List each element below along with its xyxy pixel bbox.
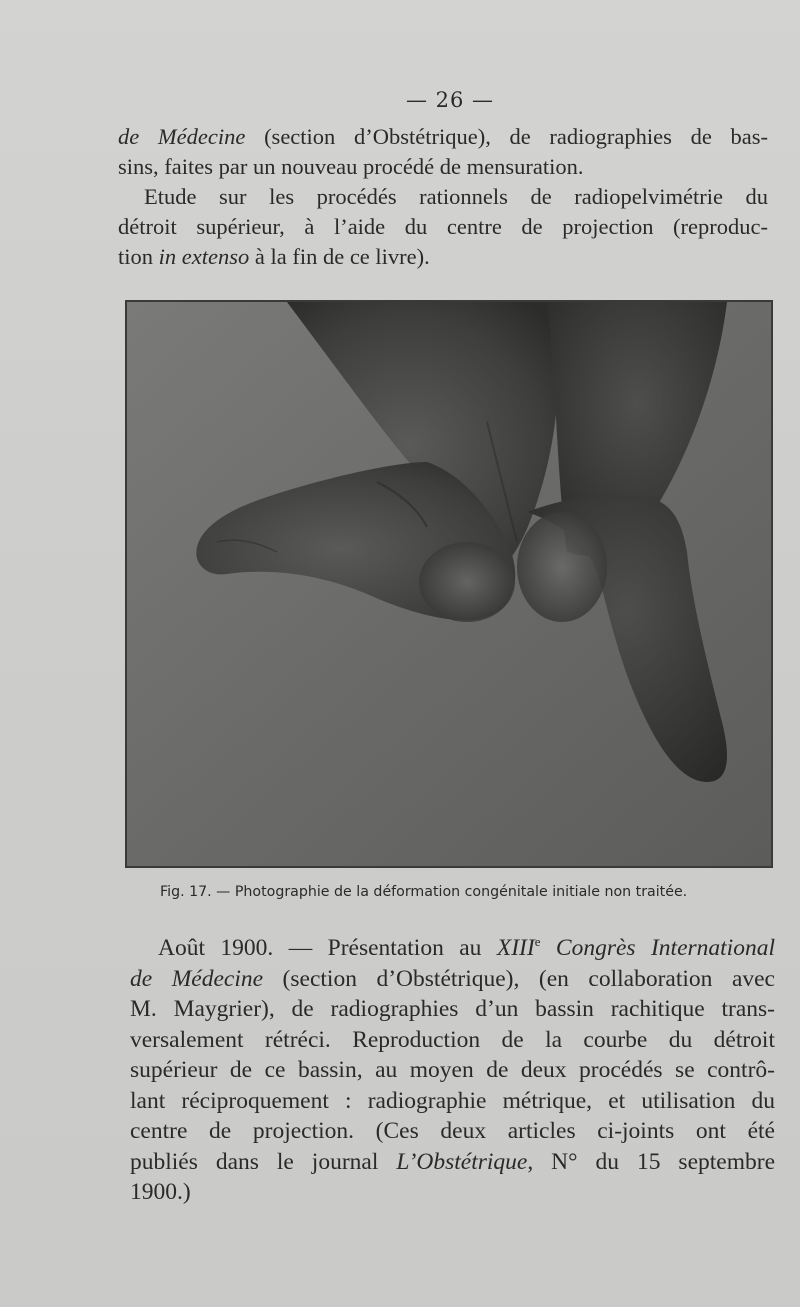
paragraph-aout-1900 <box>130 933 775 1208</box>
text-span: à la fin de ce livre). <box>249 244 430 269</box>
italic-text: de Médecine <box>118 124 246 149</box>
text-span: publiés dans le journal <box>130 1148 397 1175</box>
text-line: lant réciproquement : radiographie métrique, et utilisation du <box>130 1087 775 1114</box>
superscript: e <box>534 934 541 950</box>
text-line: versalement rétréci. Reproduction de la courbe du détroit <box>130 1026 775 1053</box>
text-line: M. Maygrier), de radiographies d’un bassin rachitique trans- <box>130 996 775 1022</box>
text-line: supérieur de ce bassin, au moyen de deux procédés se contrô- <box>130 1057 775 1083</box>
paragraph-medecine <box>118 122 768 182</box>
text-span: (section d’Obstétrique), de radiographies de bas- <box>245 124 768 149</box>
feet-photograph <box>127 302 771 866</box>
italic-text: de Médecine <box>130 965 264 992</box>
text-span: tion <box>118 244 159 269</box>
paragraph-etude <box>118 182 768 272</box>
text-line <box>118 242 768 272</box>
text-line <box>130 933 775 964</box>
figure-photograph <box>125 300 773 868</box>
text-line <box>130 1147 775 1178</box>
text-span: (section d’Obstétrique), (en collaboration avec <box>263 965 775 992</box>
text-line: Etude sur les procédés rationnels de radiopelvimétrie du <box>144 184 768 209</box>
text-line: 1900.) <box>130 1179 191 1205</box>
page-number: — 26 — <box>405 88 495 112</box>
text-span: , N° du 15 septembre <box>527 1148 775 1175</box>
text-line: détroit supérieur, à l’aide du centre de projection (reproduc- <box>118 214 768 239</box>
text-line: centre de projection. (Ces deux articles ci-joints ont été <box>130 1118 775 1144</box>
italic-text: in extenso <box>158 244 250 269</box>
italic-text: Congrès International <box>540 935 775 961</box>
italic-text: L’Obstétrique <box>396 1148 528 1175</box>
text-span: Août 1900. — Présentation au <box>158 935 497 961</box>
text-line <box>130 964 775 995</box>
text-line: sins, faites par un nouveau procédé de mensuration. <box>118 154 584 179</box>
italic-text: XIII <box>496 935 535 961</box>
text-line <box>118 122 768 152</box>
figure-caption: Fig. 17. — Photographie de la déformation congénitale initiale non traitée. <box>160 884 688 900</box>
